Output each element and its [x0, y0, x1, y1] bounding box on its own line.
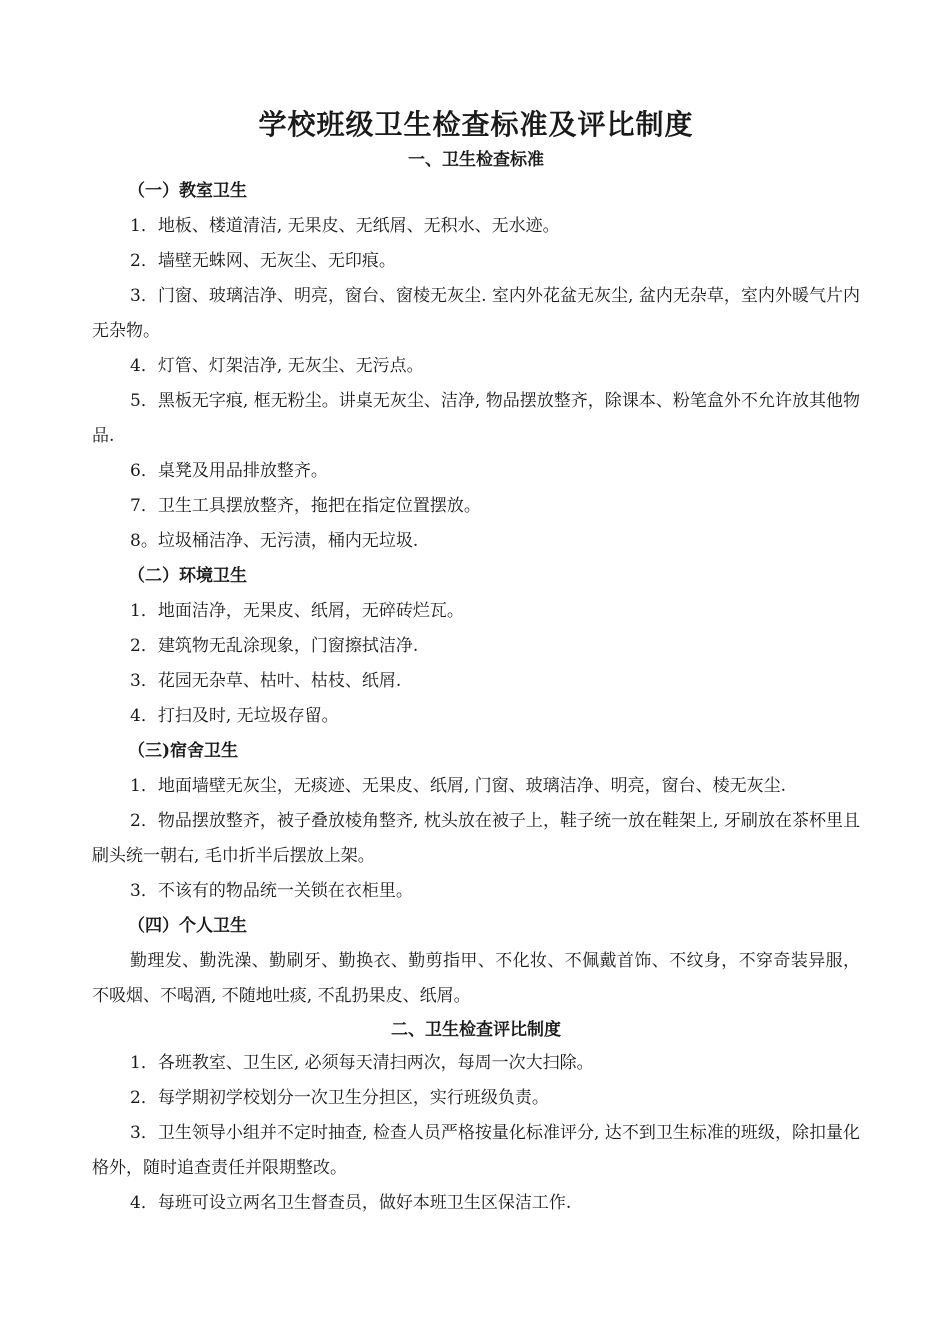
subsection-dormitory [92, 734, 860, 909]
list-item: 5．黑板无字痕, 框无粉尘。讲桌无灰尘、洁净, 物品摆放整齐，除课本、粉笔盒外不允许放其他物品. [92, 391, 860, 446]
list-item: 1．各班教室、卫生区, 必须每天清扫两次，每周一次大扫除。 [130, 1053, 594, 1073]
list-item: 3．花园无杂草、枯叶、枯枝、纸屑. [130, 671, 402, 691]
subsection-personal [92, 909, 860, 1014]
list-item: 3．卫生领导小组并不定时抽查, 检查人员严格按量化标准评分, 达不到卫生标准的班级，除扣量化格外，随时追查责任并限期整改。 [92, 1123, 860, 1178]
list-item: 2．物品摆放整齐，被子叠放棱角整齐, 枕头放在被子上，鞋子统一放在鞋架上, 牙刷放在茶杯里且刷头统一朝右, 毛巾折半后摆放上架。 [92, 811, 860, 866]
section-heading-inspection-standards: 一、卫生检查标准 [408, 150, 544, 170]
list-item: 3．门窗、玻璃洁净、明亮，窗台、窗棱无灰尘. 室内外花盆无灰尘, 盆内无杂草，室内外暖气片内无杂物。 [92, 286, 860, 341]
section-heading-evaluation-system: 二、卫生检查评比制度 [391, 1020, 561, 1040]
list-item: 4．每班可设立两名卫生督查员，做好本班卫生区保洁工作. [130, 1193, 572, 1213]
list-item: 1．地面墙壁无灰尘，无痰迹、无果皮、纸屑, 门窗、玻璃洁净、明亮，窗台、棱无灰尘. [130, 776, 787, 796]
list-item: 8。垃圾桶洁净、无污渍，桶内无垃圾. [130, 531, 419, 551]
list-item: 4．灯管、灯架洁净, 无灰尘、无污点。 [130, 356, 424, 376]
subsection-heading-personal: （四）个人卫生 [128, 916, 247, 936]
list-item: 2．每学期初学校划分一次卫生分担区，实行班级负责。 [130, 1088, 549, 1108]
subsection-heading-classroom: （一）教室卫生 [128, 181, 247, 201]
list-item: 1．地板、楼道清洁, 无果皮、无纸屑、无积水、无水迹。 [130, 216, 560, 236]
section-evaluation-items [92, 1046, 860, 1221]
list-item: 3．不该有的物品统一关锁在衣柜里。 [130, 881, 413, 901]
list-item: 2．建筑物无乱涂现象，门窗擦拭洁净. [130, 636, 419, 656]
list-item: 1．地面洁净，无果皮、纸屑，无碎砖烂瓦。 [130, 601, 464, 621]
subsection-environment [92, 559, 860, 734]
subsection-heading-dormitory: （三)宿舍卫生 [128, 741, 239, 761]
list-item: 7．卫生工具摆放整齐，拖把在指定位置摆放。 [130, 496, 481, 516]
list-item: 勤理发、勤洗澡、勤刷牙、勤换衣、勤剪指甲、不化妆、不佩戴首饰、不纹身，不穿奇装异服，不吸烟、不喝酒, 不随地吐痰, 不乱扔果皮、纸屑。 [92, 951, 860, 1006]
document-page [92, 100, 860, 1221]
subsection-classroom [92, 174, 860, 559]
list-item: 6．桌凳及用品排放整齐。 [130, 461, 328, 481]
list-item: 2．墙壁无蛛网、无灰尘、无印痕。 [130, 251, 396, 271]
document-title: 学校班级卫生检查标准及评比制度 [258, 108, 694, 141]
subsection-heading-environment: （二）环境卫生 [128, 566, 247, 586]
list-item: 4．打扫及时, 无垃圾存留。 [130, 706, 339, 726]
